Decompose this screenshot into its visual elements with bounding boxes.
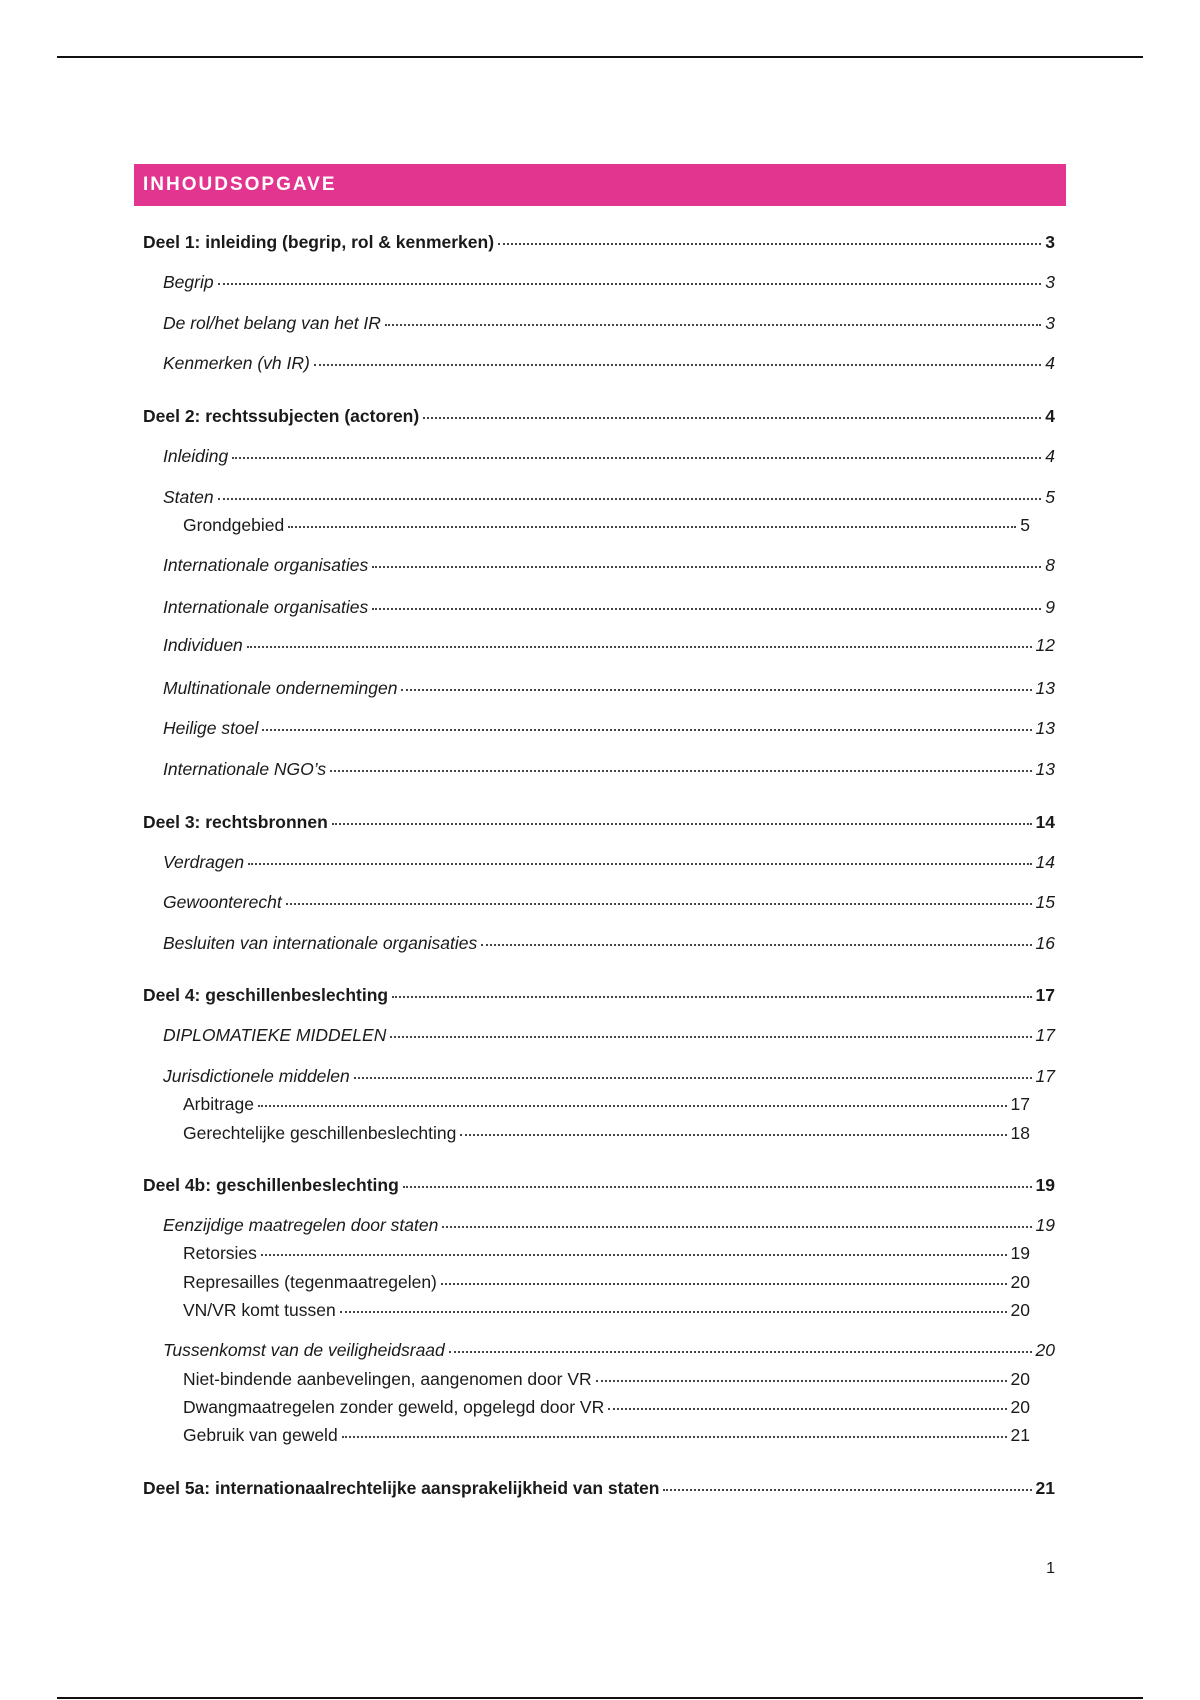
dot-leader: [403, 1186, 1032, 1188]
toc-entry-title: Internationale organisaties: [163, 555, 369, 575]
toc-entry-page: 9: [1045, 597, 1055, 617]
toc-entry-page: 13: [1035, 759, 1055, 779]
toc-entry-page: 13: [1035, 678, 1055, 698]
toc-entry[interactable]: [183, 1242, 1030, 1264]
dot-leader: [442, 1226, 1031, 1228]
toc-entry-title: Deel 5a: internationaalrechtelijke aansprakelijkheid van staten: [143, 1478, 660, 1498]
toc-entry-title: Deel 2: rechtssubjecten (actoren): [143, 406, 420, 426]
dot-leader: [286, 903, 1032, 905]
dot-leader: [385, 324, 1041, 326]
toc-entry[interactable]: [163, 554, 1055, 576]
toc-entry-title: VN/VR komt tussen: [183, 1300, 336, 1320]
toc-entry-title: Internationale NGO’s: [163, 759, 327, 779]
dot-leader: [314, 364, 1041, 366]
dot-leader: [232, 457, 1041, 459]
toc-entry-page: 17: [1010, 1094, 1030, 1114]
toc-entry[interactable]: [163, 1024, 1055, 1046]
dot-leader: [288, 526, 1016, 528]
toc-entry-title: Begrip: [163, 272, 214, 292]
toc-entry[interactable]: [183, 514, 1030, 536]
toc-entry[interactable]: [143, 1174, 1055, 1196]
toc-entry-title: Niet-bindende aanbevelingen, aangenomen door VR: [183, 1369, 592, 1389]
toc-entry-title: De rol/het belang van het IR: [163, 313, 381, 333]
toc-entry-title: Deel 4b: geschillenbeslechting: [143, 1175, 399, 1195]
toc-entry-title: Multinationale ondernemingen: [163, 678, 398, 698]
toc-entry[interactable]: [143, 1477, 1055, 1499]
toc-entry-page: 5: [1045, 487, 1055, 507]
toc-entry-page: 4: [1045, 446, 1055, 466]
toc-entry-page: 17: [1035, 1025, 1055, 1045]
dot-leader: [460, 1134, 1006, 1136]
toc-entry-title: Deel 1: inleiding (begrip, rol & kenmerken): [143, 232, 495, 252]
toc-entry[interactable]: [163, 634, 1055, 656]
dot-leader: [423, 417, 1041, 419]
toc-entry-title: Tussenkomst van de veiligheidsraad: [163, 1340, 445, 1360]
toc-entry-title: Internationale organisaties: [163, 597, 369, 617]
toc-entry-page: 4: [1045, 353, 1055, 373]
toc-entry-title: Deel 4: geschillenbeslechting: [143, 985, 389, 1005]
dot-leader: [608, 1408, 1006, 1410]
toc-entry[interactable]: [163, 891, 1055, 913]
toc-entry[interactable]: [163, 312, 1055, 334]
toc-entry-page: 20: [1010, 1300, 1030, 1320]
toc-entry[interactable]: [163, 1065, 1055, 1087]
toc-entry-title: Inleiding: [163, 446, 229, 466]
toc-entry-page: 17: [1035, 1066, 1055, 1086]
toc-entry[interactable]: [163, 1214, 1055, 1236]
toc-entry-title: Represailles (tegenmaatregelen): [183, 1272, 437, 1292]
dot-leader: [218, 283, 1042, 285]
toc-entry[interactable]: [163, 596, 1055, 618]
toc-entry[interactable]: [163, 932, 1055, 954]
toc-entry-page: 3: [1045, 272, 1055, 292]
toc-entry-title: Heilige stoel: [163, 718, 259, 738]
dot-leader: [354, 1077, 1032, 1079]
toc-entry[interactable]: [183, 1122, 1030, 1144]
toc-entry-page: 20: [1010, 1369, 1030, 1389]
toc-entry-title: Kenmerken (vh IR): [163, 353, 310, 373]
dot-leader: [392, 996, 1031, 998]
toc-entry-title: Retorsies: [183, 1243, 257, 1263]
toc-entry-page: 14: [1035, 812, 1055, 832]
toc-entry-page: 15: [1035, 892, 1055, 912]
toc-entry[interactable]: [183, 1271, 1030, 1293]
toc-entry-page: 20: [1035, 1340, 1055, 1360]
toc-entry-page: 14: [1035, 852, 1055, 872]
toc-entry[interactable]: [183, 1424, 1030, 1446]
toc-entry[interactable]: [163, 271, 1055, 293]
toc-entry-title: Deel 3: rechtsbronnen: [143, 812, 328, 832]
dot-leader: [262, 729, 1031, 731]
toc-entry-title: Gewoonterecht: [163, 892, 282, 912]
page-number: 1: [1046, 1560, 1055, 1577]
toc-entry[interactable]: [163, 717, 1055, 739]
toc-entry[interactable]: [183, 1396, 1030, 1418]
toc-entry-page: 8: [1045, 555, 1055, 575]
toc-entry[interactable]: [143, 231, 1055, 253]
toc-entry-title: Dwangmaatregelen zonder geweld, opgelegd door VR: [183, 1397, 605, 1417]
toc-entry-page: 4: [1045, 406, 1055, 426]
toc-entry-title: Staten: [163, 487, 214, 507]
dot-leader: [390, 1036, 1031, 1038]
dot-leader: [340, 1311, 1007, 1313]
toc-entry-title: Gerechtelijke geschillenbeslechting: [183, 1123, 457, 1143]
dot-leader: [258, 1105, 1007, 1107]
toc-entry-page: 19: [1010, 1243, 1030, 1263]
toc-entry[interactable]: [163, 352, 1055, 374]
toc-entry[interactable]: [143, 811, 1055, 833]
toc-entry[interactable]: [183, 1093, 1030, 1115]
toc-heading: INHOUDSOPGAVE: [143, 174, 337, 195]
dot-leader: [342, 1436, 1007, 1438]
dot-leader: [481, 944, 1031, 946]
toc-entry-page: 21: [1010, 1425, 1030, 1445]
toc-entry[interactable]: [163, 1339, 1055, 1361]
toc-entry-title: Individuen: [163, 635, 243, 655]
dot-leader: [441, 1283, 1007, 1285]
bottom-rule: [57, 1697, 1143, 1699]
toc-entry-page: 13: [1035, 718, 1055, 738]
dot-leader: [596, 1380, 1007, 1382]
dot-leader: [663, 1489, 1031, 1491]
toc-entry-page: 17: [1035, 985, 1055, 1005]
toc-entry[interactable]: [183, 1299, 1030, 1321]
toc-entry-title: DIPLOMATIEKE MIDDELEN: [163, 1025, 387, 1045]
dot-leader: [332, 823, 1032, 825]
toc-entry-page: 3: [1045, 232, 1055, 252]
toc-entry-title: Verdragen: [163, 852, 245, 872]
toc-entry-page: 21: [1035, 1478, 1055, 1498]
toc-entry-page: 18: [1010, 1123, 1030, 1143]
toc-entry[interactable]: [143, 984, 1055, 1006]
toc-entry-page: 3: [1045, 313, 1055, 333]
dot-leader: [372, 608, 1041, 610]
toc-entry-title: Besluiten van internationale organisaties: [163, 933, 478, 953]
toc-entry-page: 12: [1035, 635, 1055, 655]
toc-entry[interactable]: [143, 405, 1055, 427]
toc-entry-page: 20: [1010, 1272, 1030, 1292]
dot-leader: [372, 566, 1041, 568]
toc-entry-page: 5: [1020, 515, 1030, 535]
toc-entry-page: 19: [1035, 1175, 1055, 1195]
dot-leader: [261, 1254, 1007, 1256]
toc-entry[interactable]: [163, 486, 1055, 508]
toc-entry[interactable]: [163, 758, 1055, 780]
toc-entry[interactable]: [163, 851, 1055, 873]
toc-entry-title: Grondgebied: [183, 515, 285, 535]
toc-entry-title: Jurisdictionele middelen: [163, 1066, 350, 1086]
dot-leader: [401, 689, 1031, 691]
toc-entry[interactable]: [163, 445, 1055, 467]
dot-leader: [247, 646, 1032, 648]
toc-entry-page: 20: [1010, 1397, 1030, 1417]
toc-entry-title: Gebruik van geweld: [183, 1425, 338, 1445]
toc-entry[interactable]: [163, 677, 1055, 699]
dot-leader: [248, 863, 1031, 865]
dot-leader: [218, 498, 1042, 500]
dot-leader: [330, 770, 1031, 772]
toc-entry-title: Arbitrage: [183, 1094, 255, 1114]
dot-leader: [498, 243, 1041, 245]
toc-entry-page: 16: [1035, 933, 1055, 953]
toc-entry-title: Eenzijdige maatregelen door staten: [163, 1215, 439, 1235]
dot-leader: [449, 1351, 1032, 1353]
toc-entry[interactable]: [183, 1368, 1030, 1390]
toc-entry-page: 19: [1035, 1215, 1055, 1235]
